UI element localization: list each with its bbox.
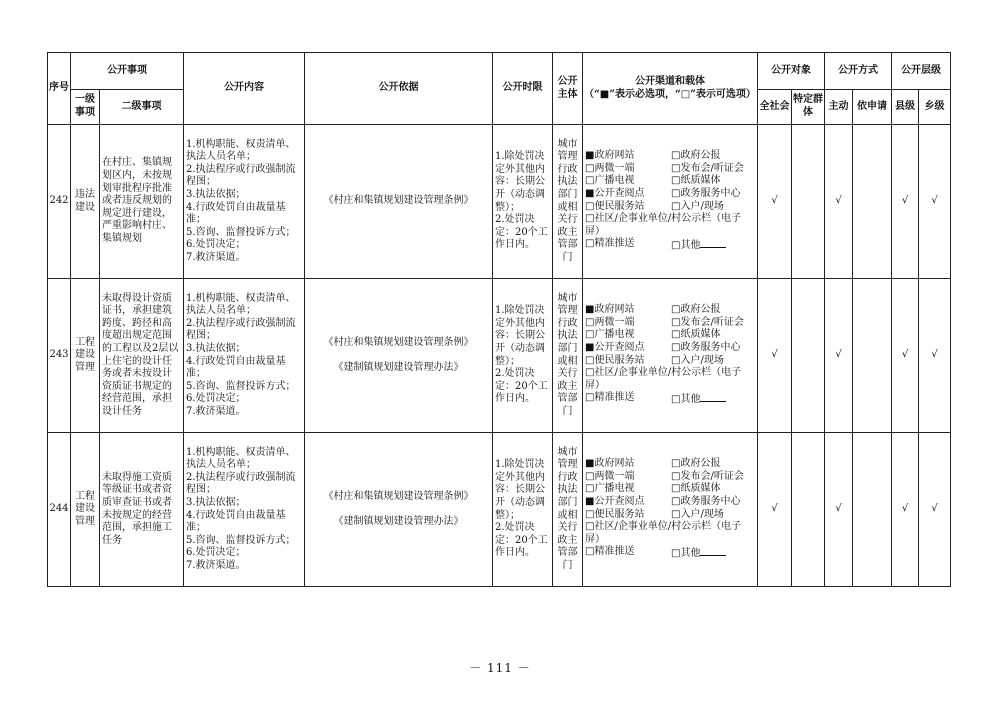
channel-door: □入户/现场: [671, 508, 724, 520]
row-content: 1.机构职能、权责清单、执法人员名单； 2.执法程序或行政强制流程图； 3.执法依据； 4.行政处罚自由裁量基准； 5.咨询、监督投诉方式； 6.处罚决定； 7.救济渠道。: [184, 433, 305, 587]
channel-precise: □精准推送: [585, 392, 635, 404]
header-basis: 公开依据: [305, 53, 493, 125]
row-target-specific: [792, 433, 825, 587]
channel-broadcast: □广播电视: [585, 329, 635, 341]
row-method-active: √: [825, 125, 853, 279]
channel-broadcast: □广播电视: [585, 175, 635, 187]
channel-two-micro: □两微一端: [585, 162, 635, 174]
row-level1: 工程建设管理: [71, 279, 100, 433]
blank-line: [700, 546, 726, 556]
channel-press: □发布会/听证会: [671, 316, 744, 328]
channel-gov-bulletin: □政府公报: [671, 150, 721, 162]
header-method: 公开方式: [825, 53, 892, 90]
channel-convenience: □便民服务站: [585, 508, 645, 520]
header-seq: 序号: [48, 53, 71, 125]
row-seq: 244: [48, 433, 71, 587]
channel-query: ■公开查阅点: [585, 187, 645, 199]
header-method-apply: 依申请: [853, 90, 892, 125]
header-level1: 一级事项: [71, 90, 100, 125]
row-time: 1.除处罚决定外其他内容：长期公开（动态调整）； 2.处罚决定：20个工作日内。: [493, 279, 553, 433]
row-channels: [583, 433, 758, 587]
row-time: 1.除处罚决定外其他内容：长期公开（动态调整）； 2.处罚决定：20个工作日内。: [493, 125, 553, 279]
row-subject: 城市管理行政执法部门或相关行政主管部门: [553, 279, 583, 433]
row-subject: 城市管理行政执法部门或相关行政主管部门: [553, 125, 583, 279]
header-level2: 二级事项: [100, 90, 184, 125]
channel-gov-site: ■政府网站: [585, 304, 635, 316]
header-level-town: 乡级: [919, 90, 951, 125]
row-method-apply: [853, 279, 892, 433]
channel-door: □入户/现场: [671, 200, 724, 212]
row-method-apply: [853, 125, 892, 279]
row-target-specific: [792, 125, 825, 279]
channel-gov-site: ■政府网站: [585, 150, 635, 162]
row-method-apply: [853, 433, 892, 587]
blank-line: [700, 392, 726, 402]
channel-community: □社区/企事业单位/村公示栏（电子屏）: [585, 367, 742, 391]
channel-paper: □纸质媒体: [671, 329, 721, 341]
row-channels: [583, 279, 758, 433]
channel-convenience: □便民服务站: [585, 200, 645, 212]
channel-broadcast: □广播电视: [585, 483, 635, 495]
row-target-all: √: [758, 279, 792, 433]
row-level2: 在村庄、集镇规划区内，未按规划审批程序批准或者违反规划的规定进行建设，严重影响村庄、集镇规划: [100, 125, 184, 279]
channel-service-center: □政务服务中心: [671, 187, 741, 199]
row-content: 1.机构职能、权责清单、执法人员名单； 2.执法程序或行政强制流程图； 3.执法依据； 4.行政处罚自由裁量基准； 5.咨询、监督投诉方式； 6.处罚决定； 7.救济渠道。: [184, 125, 305, 279]
channel-gov-bulletin: □政府公报: [671, 304, 721, 316]
row-level-town: √: [919, 279, 951, 433]
channel-query: ■公开查阅点: [585, 341, 645, 353]
header-matters: 公开事项: [71, 53, 184, 90]
row-time: 1.除处罚决定外其他内容：长期公开（动态调整）； 2.处罚决定：20个工作日内。: [493, 433, 553, 587]
header-method-active: 主动: [825, 90, 853, 125]
header-target-all: 全社会: [758, 90, 792, 125]
channel-convenience: □便民服务站: [585, 354, 645, 366]
header-target: 公开对象: [758, 53, 825, 90]
row-level1: 违法建设: [71, 125, 100, 279]
row-level-town: √: [919, 125, 951, 279]
channel-two-micro: □两微一端: [585, 470, 635, 482]
header-time: 公开时限: [493, 53, 553, 125]
channel-other: □其他: [671, 392, 755, 407]
channel-service-center: □政务服务中心: [671, 495, 741, 507]
row-level-county: √: [892, 279, 919, 433]
channel-gov-site: ■政府网站: [585, 458, 635, 470]
row-basis: 《村庄和集镇规划建设管理条例》: [305, 125, 493, 279]
channel-community: □社区/企事业单位/村公示栏（电子屏）: [585, 521, 742, 545]
row-target-all: √: [758, 125, 792, 279]
table-row: [48, 279, 951, 433]
channel-precise: □精准推送: [585, 546, 635, 558]
header-target-specific: 特定群体: [792, 90, 825, 125]
channel-two-micro: □两微一端: [585, 316, 635, 328]
row-method-active: √: [825, 279, 853, 433]
row-level1: 工程建设管理: [71, 433, 100, 587]
header-content: 公开内容: [184, 53, 305, 125]
blank-line: [700, 238, 726, 248]
row-target-specific: [792, 279, 825, 433]
header-subject: 公开主体: [553, 53, 583, 125]
row-target-all: √: [758, 433, 792, 587]
disclosure-table: [47, 52, 951, 587]
table-row: [48, 433, 951, 587]
page-number: － 111 －: [469, 661, 531, 675]
channel-query: ■公开查阅点: [585, 495, 645, 507]
header-row-top: [48, 53, 951, 90]
header-channel-title: 公开渠道和载体: [635, 75, 705, 87]
channel-paper: □纸质媒体: [671, 175, 721, 187]
header-level-county: 县级: [892, 90, 919, 125]
row-channels: [583, 125, 758, 279]
header-channel: [583, 53, 758, 125]
row-level2: 未取得设计资质证书，承担建筑跨度、跨径和高度超出规定范围的工程以及2层以上住宅的设计任务或者未按设计资质证书规定的经营范围，承担设计任务: [100, 279, 184, 433]
header-channel-note: （“■”表示必选项，“□”表示可选项）: [584, 88, 756, 100]
row-basis: 《村庄和集镇规划建设管理条例》 《建制镇规划建设管理办法》: [305, 433, 493, 587]
table-row: [48, 125, 951, 279]
row-level-county: √: [892, 125, 919, 279]
row-subject: 城市管理行政执法部门或相关行政主管部门: [553, 433, 583, 587]
channel-gov-bulletin: □政府公报: [671, 458, 721, 470]
channel-other: □其他: [671, 546, 755, 561]
channel-service-center: □政务服务中心: [671, 341, 741, 353]
row-level-town: √: [919, 433, 951, 587]
channel-press: □发布会/听证会: [671, 162, 744, 174]
row-level-county: √: [892, 433, 919, 587]
row-seq: 243: [48, 279, 71, 433]
row-seq: 242: [48, 125, 71, 279]
row-method-active: √: [825, 433, 853, 587]
channel-precise: □精准推送: [585, 238, 635, 250]
row-basis: 《村庄和集镇规划建设管理条例》 《建制镇规划建设管理办法》: [305, 279, 493, 433]
header-level: 公开层级: [892, 53, 951, 90]
channel-door: □入户/现场: [671, 354, 724, 366]
channel-other: □其他: [671, 238, 755, 253]
row-content: 1.机构职能、权责清单、执法人员名单； 2.执法程序或行政强制流程图； 3.执法依据； 4.行政处罚自由裁量基准； 5.咨询、监督投诉方式； 6.处罚决定； 7.救济渠道。: [184, 279, 305, 433]
channel-community: □社区/企事业单位/村公示栏（电子屏）: [585, 213, 742, 237]
channel-press: □发布会/听证会: [671, 470, 744, 482]
row-level2: 未取得施工资质等级证书或者资质审查证书或者未按规定的经营范围，承担施工任务: [100, 433, 184, 587]
channel-paper: □纸质媒体: [671, 483, 721, 495]
